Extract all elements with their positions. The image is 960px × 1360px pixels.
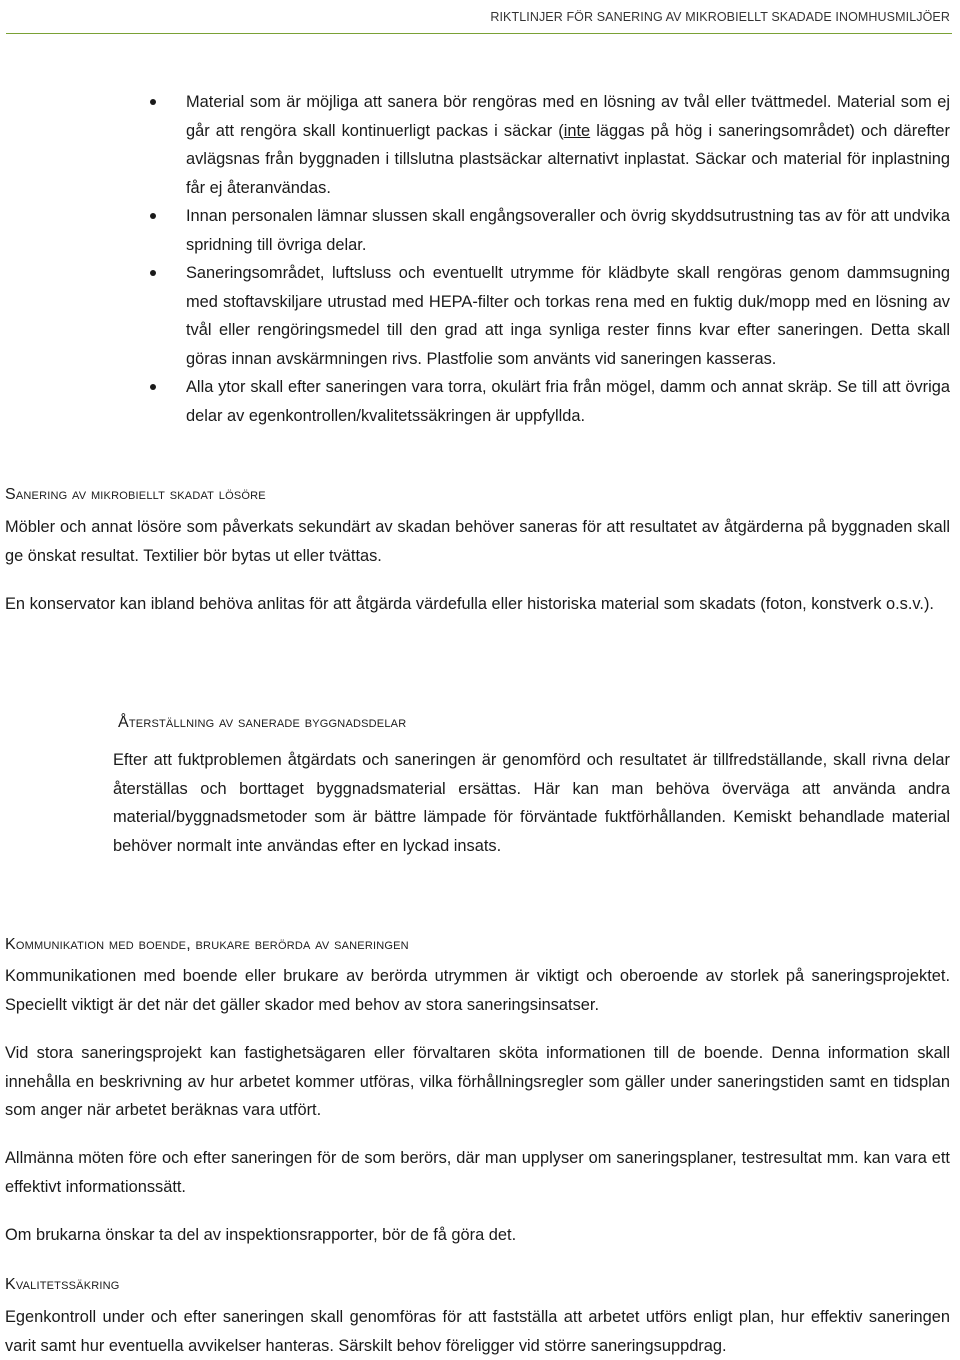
paragraph: Allmänna möten före och efter saneringen för de som berörs, där man upplyser om saneringsplaner, testresultat mm. kan vara ett effektivt informationssätt. (5, 1149, 950, 1196)
bullet-item (186, 88, 950, 202)
running-header: RIKTLINJER FÖR SANERING AV MIKROBIELLT SKADADE INOMHUSMILJÖER (490, 10, 950, 24)
paragraph: En konservator kan ibland behöva anlitas för att åtgärda värdefulla eller historiska material som skadats (foton, konstverk o.s.v.). (5, 595, 934, 613)
bullet-text: Saneringsområdet, luftsluss och eventuellt utrymme för klädbyte skall rengöras genom dammsugning med stoftavskiljare utrustad med HEPA-filter och torkas rena med en fuktig duk/mopp med en lösning av tvål eller rengöringsmedel till den grad att inga synliga rester finns kvar efter saneringen. Detta skall göras innan avskärmningen rivs. Plastfolie som använts vid saneringen kasseras. (186, 264, 950, 368)
bullet-item (186, 202, 950, 259)
paragraph: Möbler och annat lösöre som påverkats sekundärt av skadan behöver saneras för att resultatet av åtgärderna på byggnaden skall ge önskat resultat. Textilier bör bytas ut eller tvättas. (5, 518, 950, 565)
paragraph: Efter att fuktproblemen åtgärdats och saneringen är genomförd och resultatet är tillfredställande, skall rivna delar återställas och borttaget byggnadsmaterial ersättas. Här kan man behöva överväga att använda andra material/byggnadsmetoder som är bättre lämpade för förväntade fuktförhållanden. Kemiskt behandlade material behöver normalt inte användas efter en lyckad insats. (113, 751, 950, 855)
header-rule (6, 33, 952, 34)
bullet-text (186, 93, 950, 197)
bullet-text: Innan personalen lämnar slussen skall engångsoveraller och övrig skyddsutrustning tas av för att undvika spridning till övriga delar. (186, 207, 950, 254)
bullet-dot-icon (150, 270, 156, 276)
section-title-aterstallning: Återställning av sanerade byggnadsdelar (118, 714, 407, 731)
bullet-list (0, 88, 960, 430)
bullet-text-part: Material som är möjliga att sanera bör rengöras med en lösning av tvål eller tvättmedel. Material som ej går att rengöra skall kontinuerligt packas i säckar ( (186, 93, 950, 140)
underlined-word: inte (563, 121, 591, 140)
paragraph: Kommunikationen med boende eller brukare av berörda utrymmen är viktigt och oberoende av storlek på saneringsprojektet. Speciellt viktigt är det när det gäller skador med behov av stora saneringsinsatser. (5, 967, 950, 1014)
section-title-kommunikation: Kommunikation med boende, brukare berörda av saneringen (5, 936, 409, 953)
bullet-item (186, 259, 950, 373)
section-title-kvalitet: Kvalitetssäkring (5, 1276, 120, 1293)
bullet-dot-icon (150, 384, 156, 390)
bullet-dot-icon (150, 213, 156, 219)
section-title-losore: Sanering av mikrobiellt skadat lösöre (5, 486, 266, 503)
paragraph: Om brukarna önskar ta del av inspektionsrapporter, bör de få göra det. (5, 1226, 517, 1244)
paragraph: Egenkontroll under och efter saneringen skall genomföras för att fastställa att arbetet utförs enligt plan, hur effektiv saneringen varit samt hur eventuella avvikelser hanteras. Särskilt behov föreligger vid större saneringsuppdrag. (5, 1308, 950, 1355)
bullet-text-part: läggas på hög i saneringsområdet) och därefter avlägsnas från byggnaden i tillslutna plastsäckar alternativt inplastat. Säckar och material för inplastning får ej återanvändas. (186, 121, 950, 197)
bullet-text: Alla ytor skall efter saneringen vara torra, okulärt fria från mögel, damm och annat skräp. Se till att övriga delar av egenkontrollen/kvalitetssäkringen är uppfyllda. (186, 378, 950, 425)
bullet-item (186, 373, 950, 430)
bullet-dot-icon (150, 99, 156, 105)
paragraph: Vid stora saneringsprojekt kan fastighetsägaren eller förvaltaren sköta informationen till de boende. Denna information skall innehålla en beskrivning av hur arbetet kommer utföras, vilka förhållningsregler som gäller under saneringstiden samt en tidsplan som anger när arbetet beräknas vara utfört. (5, 1044, 950, 1119)
